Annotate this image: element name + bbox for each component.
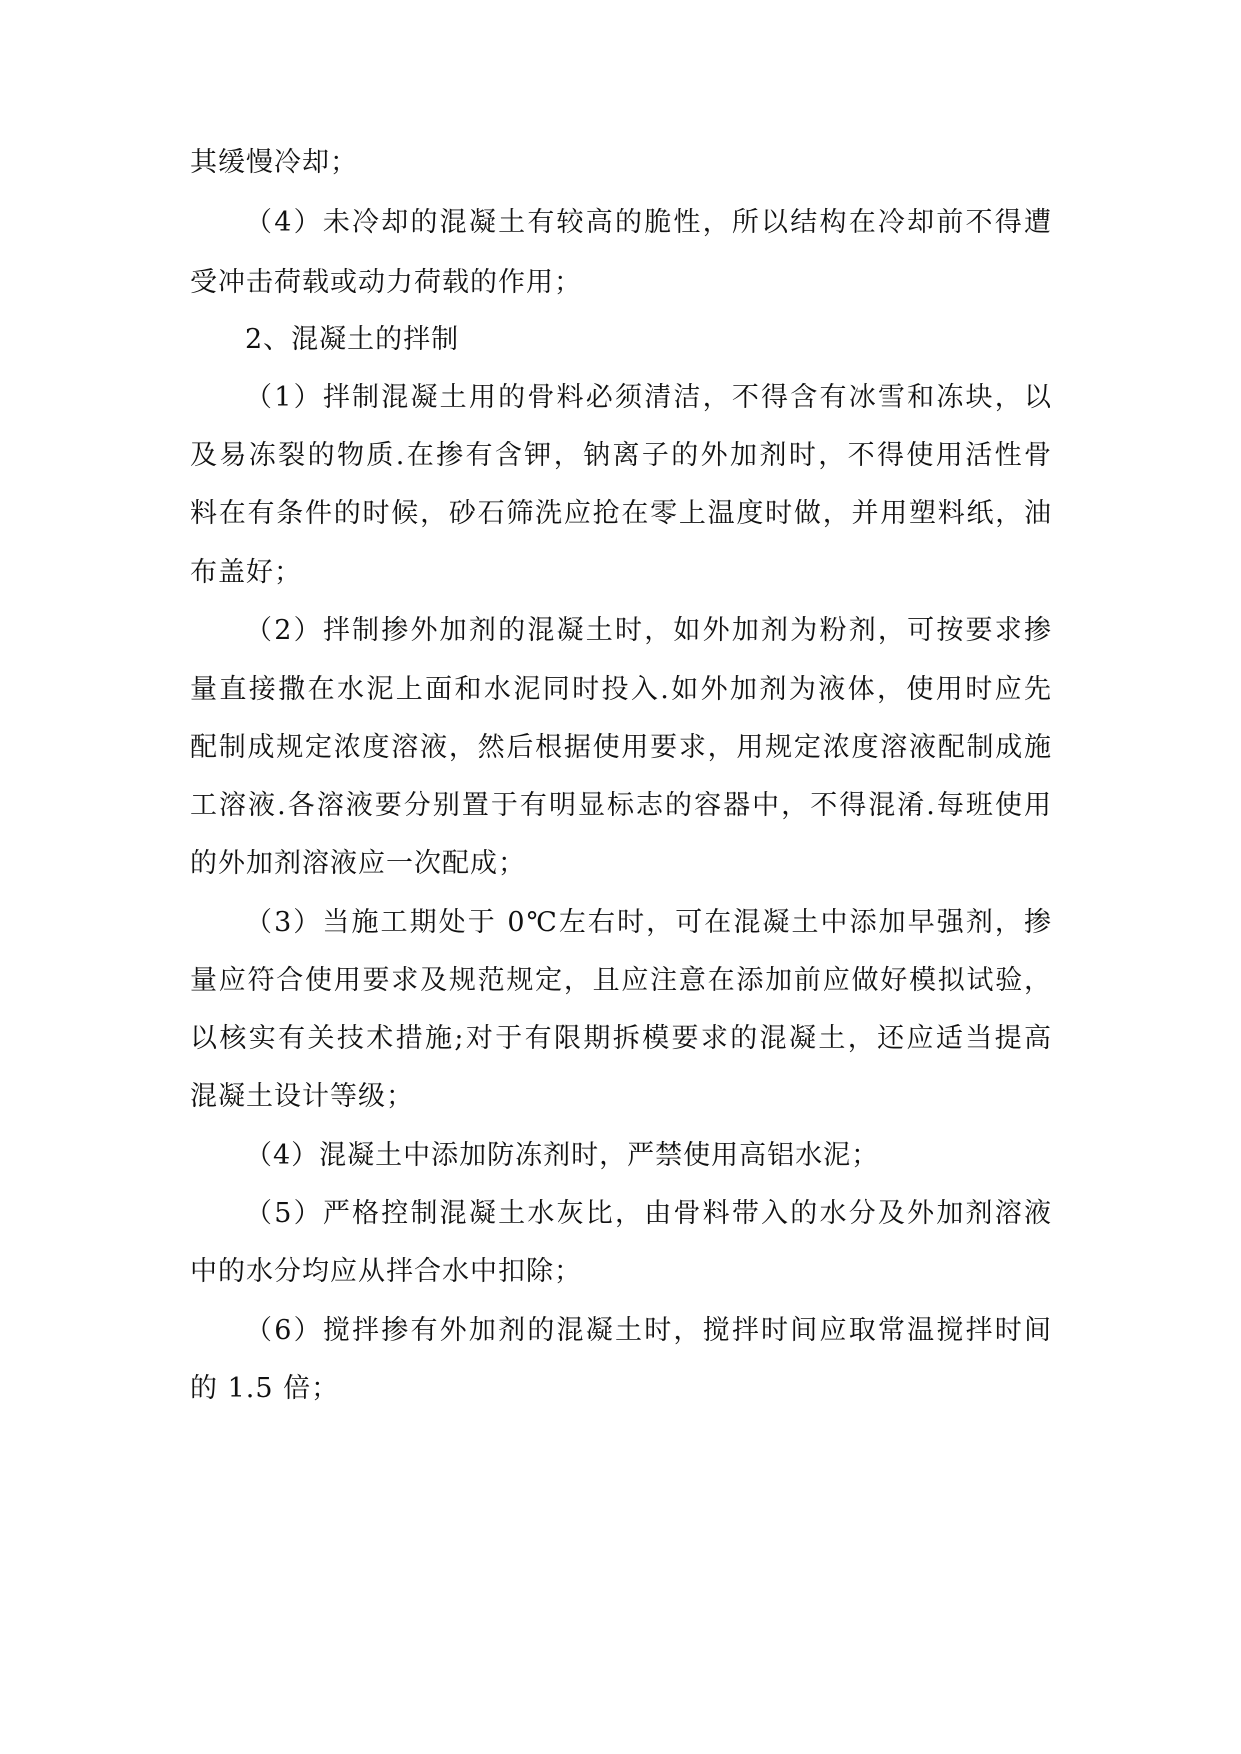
text-line: 布盖好； bbox=[190, 557, 302, 588]
text-line: 量应符合使用要求及规范规定，且应注意在添加前应做好模拟试验， bbox=[190, 965, 1052, 996]
text-line: 料在有条件的时候，砂石筛洗应抢在零上温度时做，并用塑料纸，油 bbox=[190, 498, 1052, 529]
text-line: 其缓慢冷却； bbox=[190, 147, 358, 178]
text-line: 受冲击荷载或动力荷载的作用； bbox=[190, 267, 582, 298]
section-heading: 2、混凝土的拌制 bbox=[245, 324, 460, 355]
text-line: （4）未冷却的混凝土有较高的脆性，所以结构在冷却前不得遭 bbox=[245, 207, 1052, 238]
text-line: （6）搅拌掺有外加剂的混凝土时，搅拌时间应取常温搅拌时间 bbox=[245, 1315, 1052, 1346]
text-line: 中的水分均应从拌合水中扣除； bbox=[190, 1256, 582, 1287]
text-line: （1）拌制混凝土用的骨料必须清洁，不得含有冰雪和冻块，以 bbox=[245, 382, 1052, 413]
text-line: 以核实有关技术措施;对于有限期拆模要求的混凝土，还应适当提高 bbox=[190, 1023, 1052, 1054]
text-line: 及易冻裂的物质.在掺有含钾，钠离子的外加剂时，不得使用活性骨 bbox=[190, 440, 1052, 471]
text-line: 的 1.5 倍； bbox=[190, 1373, 340, 1404]
text-line: （4）混凝土中添加防冻剂时，严禁使用高铝水泥； bbox=[245, 1140, 880, 1171]
text-line: 配制成规定浓度溶液，然后根据使用要求，用规定浓度溶液配制成施 bbox=[190, 732, 1052, 763]
text-line: （2）拌制掺外加剂的混凝土时，如外加剂为粉剂，可按要求掺 bbox=[245, 615, 1052, 646]
text-line: （3）当施工期处于 0℃左右时，可在混凝土中添加早强剂，掺 bbox=[245, 907, 1052, 938]
text-line: 工溶液.各溶液要分别置于有明显标志的容器中，不得混淆.每班使用 bbox=[190, 790, 1052, 821]
text-line: 的外加剂溶液应一次配成； bbox=[190, 848, 526, 879]
text-line: 混凝土设计等级； bbox=[190, 1081, 414, 1112]
text-line: （5）严格控制混凝土水灰比，由骨料带入的水分及外加剂溶液 bbox=[245, 1198, 1052, 1229]
text-line: 量直接撒在水泥上面和水泥同时投入.如外加剂为液体，使用时应先 bbox=[190, 674, 1052, 705]
